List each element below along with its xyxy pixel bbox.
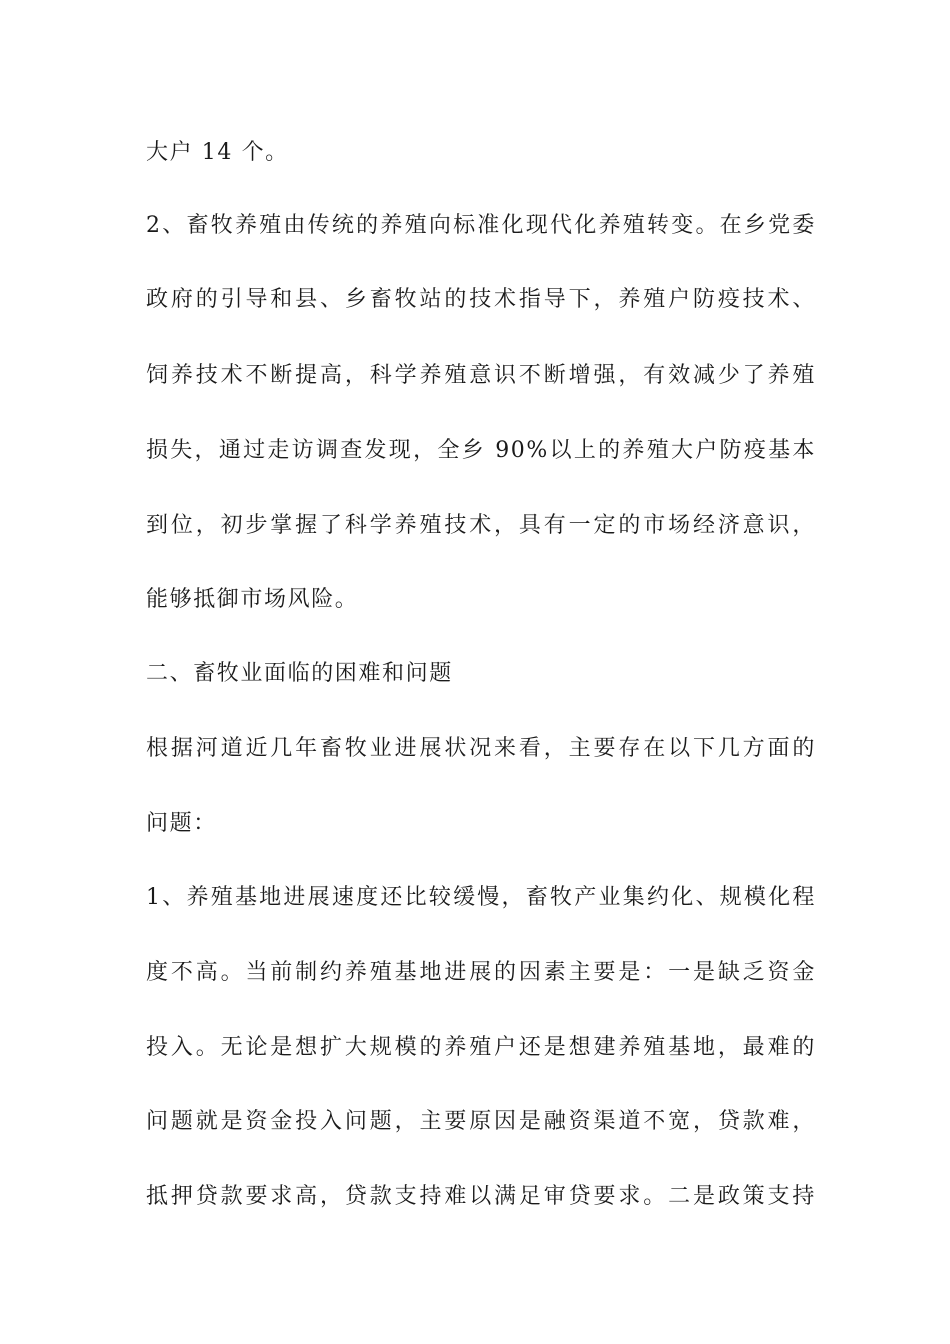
text-line: 问题就是资金投入问题，主要原因是融资渠道不宽，贷款难，	[146, 1109, 816, 1134]
text-line: 2、畜牧养殖由传统的养殖向标准化现代化养殖转变。在乡党委	[146, 213, 816, 238]
text-line: 政府的引导和县、乡畜牧站的技术指导下，养殖户防疫技术、	[146, 287, 816, 312]
text-line: 饲养技术不断提高，科学养殖意识不断增强，有效减少了养殖	[146, 363, 816, 388]
text-line: 抵押贷款要求高，贷款支持难以满足审贷要求。二是政策支持	[146, 1184, 816, 1209]
section-heading: 二、畜牧业面临的困难和问题	[146, 661, 453, 686]
text-line: 大户 14 个。	[146, 140, 289, 165]
text-line: 根据河道近几年畜牧业进展状况来看，主要存在以下几方面的	[146, 736, 816, 761]
text-line: 度不高。当前制约养殖基地进展的因素主要是：一是缺乏资金	[146, 960, 816, 985]
text-line: 1、养殖基地进展速度还比较缓慢，畜牧产业集约化、规模化程	[146, 885, 816, 910]
text-line: 损失，通过走访调查发现，全乡 90%以上的养殖大户防疫基本	[146, 438, 816, 463]
text-line: 能够抵御市场风险。	[146, 587, 359, 612]
text-line: 投入。无论是想扩大规模的养殖户还是想建养殖基地，最难的	[146, 1035, 816, 1060]
text-line: 到位，初步掌握了科学养殖技术，具有一定的市场经济意识，	[146, 513, 816, 538]
text-line: 问题：	[146, 811, 217, 836]
